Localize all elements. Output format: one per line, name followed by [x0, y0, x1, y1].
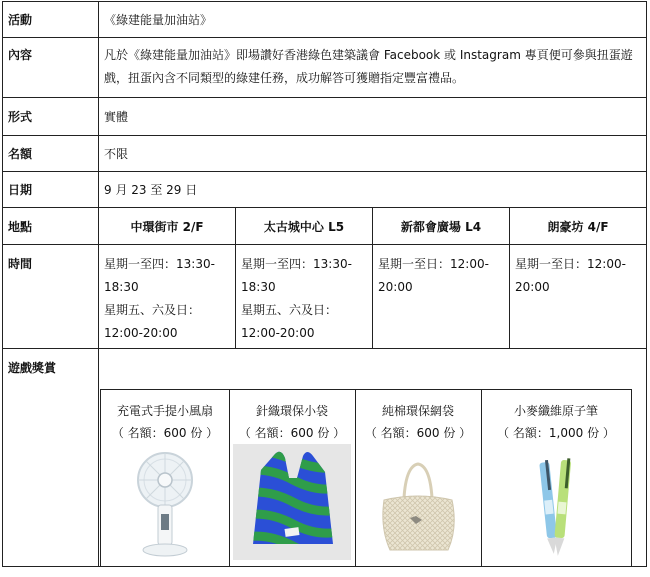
content-value: 凡於《綠建能量加油站》即場讚好香港綠色建築議會 Facebook 或 Instagram 專頁便可參與扭蛋遊戲，扭蛋內含不同類型的綠建任務，成功解答可獲贈指定豐富禮品。 [99, 38, 647, 98]
time-label: 時間 [3, 245, 99, 349]
quota-value: 不限 [99, 136, 647, 172]
prizes-label: 遊戲獎賞 [3, 349, 99, 567]
location-name: 朗豪坊 4/F [510, 208, 647, 245]
date-label: 日期 [3, 172, 99, 208]
prize-quota: （ 名額：1,000 份 ） [497, 426, 615, 440]
location-time [236, 245, 373, 349]
time-line: 星期五、六及日： [104, 303, 201, 317]
time-line: 星期一至日：12:00- [515, 257, 626, 271]
prize-item [481, 390, 631, 566]
time-line: 12:00-20:00 [104, 326, 178, 340]
time-line: 18:30 [104, 280, 139, 294]
prizes-grid [100, 389, 632, 567]
time-line: 18:30 [241, 280, 276, 294]
prize-quota: （ 名額：600 份 ） [238, 426, 346, 440]
location-time [99, 245, 236, 349]
time-line: 星期五、六及日： [241, 303, 338, 317]
time-line: 星期一至四：13:30- [241, 257, 352, 271]
location-name: 新都會廣場 L4 [373, 208, 510, 245]
quota-label: 名額 [3, 136, 99, 172]
venue-label: 地點 [3, 208, 99, 245]
location-name: 中環街市 2/F [99, 208, 236, 245]
content-label: 內容 [3, 38, 99, 98]
prize-item [355, 390, 482, 566]
prize-item [229, 390, 356, 566]
prize-name: 小麥纖維原子筆 [513, 404, 598, 418]
location-name: 太古城中心 L5 [236, 208, 373, 245]
date-value: 9 月 23 至 29 日 [99, 172, 647, 208]
mesh-bag-icon [370, 458, 466, 558]
activity-label: 活動 [3, 2, 99, 38]
location-time [510, 245, 647, 349]
format-label: 形式 [3, 98, 99, 136]
prize-name: 純棉環保網袋 [381, 404, 454, 418]
format-value: 實體 [99, 98, 647, 136]
time-line: 20:00 [515, 280, 550, 294]
knit-bag-icon [233, 444, 351, 560]
prize-name: 針織環保小袋 [255, 404, 328, 418]
prize-quota: （ 名額：600 份 ） [364, 426, 472, 440]
activity-value: 《綠建能量加油站》 [99, 2, 647, 38]
handheld-fan-icon [130, 448, 200, 560]
time-line: 12:00-20:00 [241, 326, 315, 340]
prize-quota: （ 名額：600 份 ） [111, 426, 219, 440]
time-line: 20:00 [378, 280, 413, 294]
prize-item [101, 390, 230, 566]
wheat-pen-icon [536, 456, 576, 562]
prize-name: 充電式手提小風扇 [116, 404, 213, 418]
time-line: 星期一至日：12:00- [378, 257, 489, 271]
location-time [373, 245, 510, 349]
time-line: 星期一至四：13:30- [104, 257, 215, 271]
